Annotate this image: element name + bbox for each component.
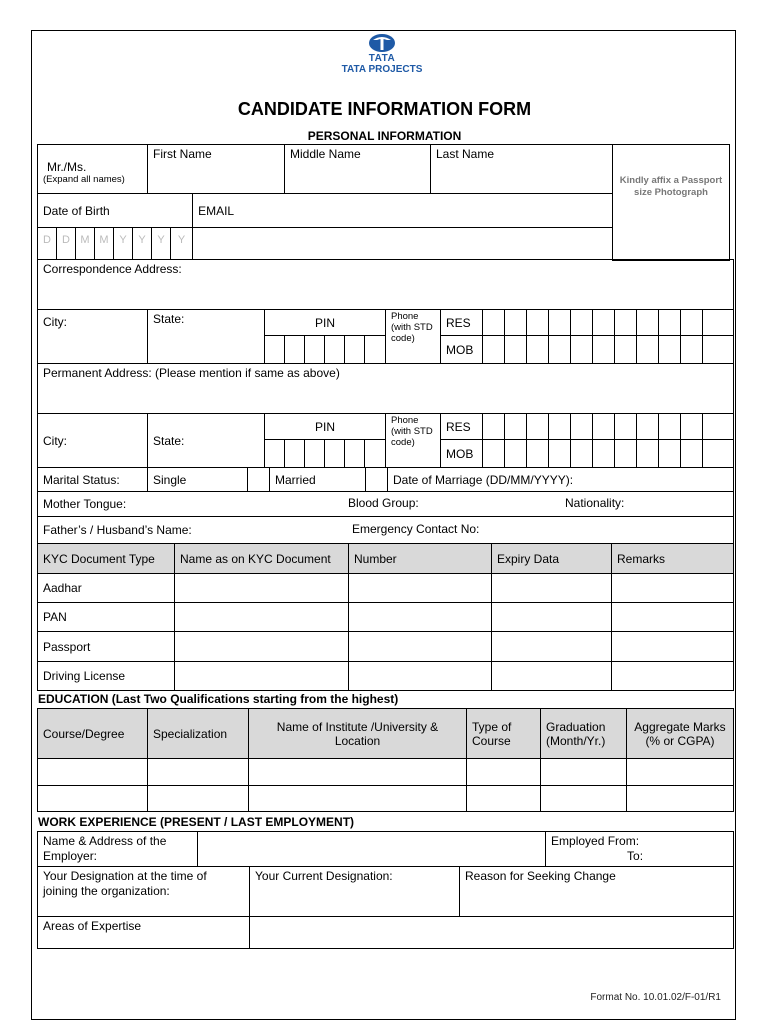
form-page (31, 30, 736, 1020)
res-digit[interactable] (703, 310, 734, 336)
first-name-field[interactable]: First Name (148, 145, 285, 194)
table-row (38, 574, 734, 603)
res-digit[interactable] (593, 310, 615, 336)
pin-digit[interactable] (325, 336, 345, 364)
employed-to-label: To: (627, 849, 644, 863)
permanent-city-field[interactable]: City: (38, 414, 148, 468)
mob-label: MOB (441, 336, 483, 364)
phone-label: Phone (with STD code) (386, 310, 441, 364)
res-digit[interactable] (527, 310, 549, 336)
permanent-pin-label: PIN (265, 414, 386, 440)
res-digit[interactable] (681, 310, 703, 336)
mob-digit[interactable] (593, 336, 615, 364)
permanent-mob-label: MOB (441, 440, 483, 468)
res-digit[interactable] (483, 310, 505, 336)
kyc-number-field[interactable] (349, 603, 492, 632)
kyc-name-field[interactable] (175, 574, 349, 603)
edu-field[interactable] (467, 786, 541, 812)
edu-field[interactable] (148, 759, 249, 786)
misc-table (37, 491, 734, 544)
mob-digit[interactable] (593, 440, 615, 468)
designation-joining-field[interactable]: Your Designation at the time of joining the organization: (38, 867, 250, 917)
kyc-table (37, 543, 734, 691)
blood-group-label: Blood Group: (348, 496, 419, 510)
middle-name-field[interactable]: Middle Name (285, 145, 431, 194)
dob-digit[interactable]: Y (114, 228, 133, 260)
dob-digit[interactable]: Y (152, 228, 171, 260)
mob-digit[interactable] (527, 440, 549, 468)
work-experience-heading: WORK EXPERIENCE (PRESENT / LAST EMPLOYMENT) (38, 815, 355, 829)
res-digit[interactable] (593, 414, 615, 440)
correspondence-table (37, 259, 734, 468)
res-label: RES (441, 310, 483, 336)
dob-digit[interactable]: D (38, 228, 57, 260)
kyc-name-field[interactable] (175, 632, 349, 662)
personal-info-heading: PERSONAL INFORMATION (307, 129, 462, 143)
education-heading: EDUCATION (Last Two Qualifications starting from the highest) (38, 692, 399, 706)
pin-digit[interactable] (365, 336, 386, 364)
emergency-contact-label: Emergency Contact No: (352, 522, 480, 536)
kyc-expiry-field[interactable] (492, 574, 612, 603)
mob-digit[interactable] (681, 440, 703, 468)
pin-digit[interactable] (265, 440, 285, 468)
edu-header-type: Type of Course (467, 709, 541, 759)
mob-digit[interactable] (615, 440, 637, 468)
nationality-label: Nationality: (565, 496, 625, 510)
permanent-phone-label: Phone (with STD code) (386, 414, 441, 468)
marital-table (37, 467, 734, 492)
mob-digit[interactable] (703, 440, 734, 468)
res-digit[interactable] (681, 414, 703, 440)
kyc-number-field[interactable] (349, 632, 492, 662)
areas-expertise-label: Areas of Expertise (38, 917, 250, 949)
res-digit[interactable] (505, 310, 527, 336)
kyc-header-name: Name as on KYC Document (175, 544, 349, 574)
res-digit[interactable] (637, 414, 659, 440)
permanent-res-label: RES (441, 414, 483, 440)
edu-field[interactable] (148, 786, 249, 812)
married-label: Married (270, 468, 366, 492)
kyc-header-number: Number (349, 544, 492, 574)
kyc-expiry-field[interactable] (492, 603, 612, 632)
employer-label: Name & Address of the Employer: (38, 832, 198, 867)
logo-company: TATA PROJECTS (341, 64, 423, 75)
kyc-header-remarks: Remarks (612, 544, 734, 574)
mob-digit[interactable] (505, 336, 527, 364)
kyc-remarks-field[interactable] (612, 632, 734, 662)
pin-digit[interactable] (285, 440, 305, 468)
areas-expertise-field[interactable] (250, 917, 734, 949)
pin-digit[interactable] (325, 440, 345, 468)
mother-tongue-row[interactable] (38, 492, 734, 517)
res-digit[interactable] (527, 414, 549, 440)
dob-label: Date of Birth (38, 194, 193, 228)
edu-field[interactable] (627, 786, 734, 812)
kyc-doc-passport: Passport (38, 632, 175, 662)
kyc-remarks-field[interactable] (612, 574, 734, 603)
pin-label: PIN (265, 310, 386, 336)
mob-digit[interactable] (703, 336, 734, 364)
dob-digit[interactable]: Y (133, 228, 152, 260)
table-row (38, 786, 734, 812)
mob-digit[interactable] (681, 336, 703, 364)
mob-digit[interactable] (549, 440, 571, 468)
res-digit[interactable] (483, 414, 505, 440)
mob-digit[interactable] (637, 440, 659, 468)
edu-header-specialization: Specialization (148, 709, 249, 759)
res-digit[interactable] (571, 310, 593, 336)
edu-header-graduation: Graduation (Month/Yr.) (541, 709, 627, 759)
kyc-number-field[interactable] (349, 574, 492, 603)
tata-logo (337, 31, 427, 76)
single-label: Single (148, 468, 248, 492)
res-digit[interactable] (703, 414, 734, 440)
kyc-header-expiry: Expiry Data (492, 544, 612, 574)
work-table (37, 831, 734, 949)
res-digit[interactable] (505, 414, 527, 440)
kyc-name-field[interactable] (175, 603, 349, 632)
res-digit[interactable] (571, 414, 593, 440)
kyc-name-field[interactable] (175, 662, 349, 691)
table-row (38, 759, 734, 786)
mob-digit[interactable] (527, 336, 549, 364)
kyc-remarks-field[interactable] (612, 662, 734, 691)
photo-box[interactable]: Kindly affix a Passport size Photograph (612, 144, 730, 261)
last-name-field[interactable]: Last Name (431, 145, 613, 194)
pin-digit[interactable] (365, 440, 386, 468)
employed-from-label: Employed From: (551, 834, 640, 848)
edu-field[interactable] (38, 786, 148, 812)
mob-digit[interactable] (615, 336, 637, 364)
dob-email-table (37, 193, 613, 260)
email-field[interactable]: EMAIL (193, 194, 613, 228)
res-digit[interactable] (549, 310, 571, 336)
kyc-number-field[interactable] (349, 662, 492, 691)
email-value-field[interactable] (193, 228, 613, 260)
format-number: Format No. 10.01.02/F-01/R1 (590, 992, 721, 1003)
mob-digit[interactable] (549, 336, 571, 364)
married-checkbox[interactable] (366, 468, 388, 492)
education-table (37, 708, 734, 812)
current-designation-field[interactable]: Your Current Designation: (250, 867, 460, 917)
state-field[interactable]: State: (148, 310, 265, 364)
expand-names-note: (Expand all names) (43, 173, 125, 185)
mob-digit[interactable] (483, 440, 505, 468)
pin-digit[interactable] (345, 336, 365, 364)
pin-digit[interactable] (345, 440, 365, 468)
res-digit[interactable] (659, 414, 681, 440)
permanent-state-field[interactable]: State: (148, 414, 265, 468)
logo-brand: TATA (368, 53, 396, 64)
edu-field[interactable] (249, 786, 467, 812)
edu-field[interactable] (541, 759, 627, 786)
kyc-remarks-field[interactable] (612, 603, 734, 632)
father-name-label: Father’s / Husband’s Name: (43, 523, 192, 537)
mother-tongue-label: Mother Tongue: (43, 497, 127, 511)
single-checkbox[interactable] (248, 468, 270, 492)
edu-field[interactable] (627, 759, 734, 786)
form-title: CANDIDATE INFORMATION FORM (237, 99, 532, 119)
table-row (38, 662, 734, 691)
mob-digit[interactable] (571, 336, 593, 364)
edu-field[interactable] (467, 759, 541, 786)
correspondence-address-field[interactable]: Correspondence Address: (38, 260, 734, 310)
kyc-expiry-field[interactable] (492, 632, 612, 662)
father-name-row[interactable] (38, 517, 734, 544)
kyc-expiry-field[interactable] (492, 662, 612, 691)
kyc-doc-driving-license: Driving License (38, 662, 175, 691)
res-digit[interactable] (549, 414, 571, 440)
reason-change-field[interactable]: Reason for Seeking Change (460, 867, 734, 917)
city-field[interactable]: City: (38, 310, 148, 364)
edu-field[interactable] (38, 759, 148, 786)
edu-header-course: Course/Degree (38, 709, 148, 759)
salutation-label: Mr./Ms. (47, 159, 87, 174)
date-of-marriage-field[interactable]: Date of Marriage (DD/MM/YYYY): (388, 468, 734, 492)
tata-emblem-icon (367, 33, 397, 53)
res-digit[interactable] (659, 310, 681, 336)
mob-digit[interactable] (483, 336, 505, 364)
marital-status-label: Marital Status: (38, 468, 148, 492)
edu-field[interactable] (249, 759, 467, 786)
permanent-address-field[interactable]: Permanent Address: (Please mention if same as above) (38, 364, 734, 414)
edu-header-marks: Aggregate Marks (% or CGPA) (627, 709, 734, 759)
pin-digit[interactable] (305, 440, 325, 468)
mob-digit[interactable] (505, 440, 527, 468)
employer-field[interactable] (198, 832, 546, 867)
table-row (38, 603, 734, 632)
dob-digit[interactable]: M (95, 228, 114, 260)
pin-digit[interactable] (265, 336, 285, 364)
pin-digit[interactable] (285, 336, 305, 364)
dob-digit[interactable]: Y (171, 228, 193, 260)
table-row (38, 632, 734, 662)
res-digit[interactable] (615, 414, 637, 440)
dob-digit[interactable]: M (76, 228, 95, 260)
name-table (37, 144, 613, 194)
mob-digit[interactable] (637, 336, 659, 364)
salutation-cell[interactable] (38, 145, 148, 194)
edu-field[interactable] (541, 786, 627, 812)
mob-digit[interactable] (659, 440, 681, 468)
mob-digit[interactable] (571, 440, 593, 468)
kyc-doc-aadhar: Aadhar (38, 574, 175, 603)
kyc-doc-pan: PAN (38, 603, 175, 632)
res-digit[interactable] (615, 310, 637, 336)
dob-digit[interactable]: D (57, 228, 76, 260)
edu-header-institute: Name of Institute /University & Location (249, 709, 467, 759)
pin-digit[interactable] (305, 336, 325, 364)
mob-digit[interactable] (659, 336, 681, 364)
kyc-header-type: KYC Document Type (38, 544, 175, 574)
employment-period-field[interactable] (546, 832, 734, 867)
res-digit[interactable] (637, 310, 659, 336)
